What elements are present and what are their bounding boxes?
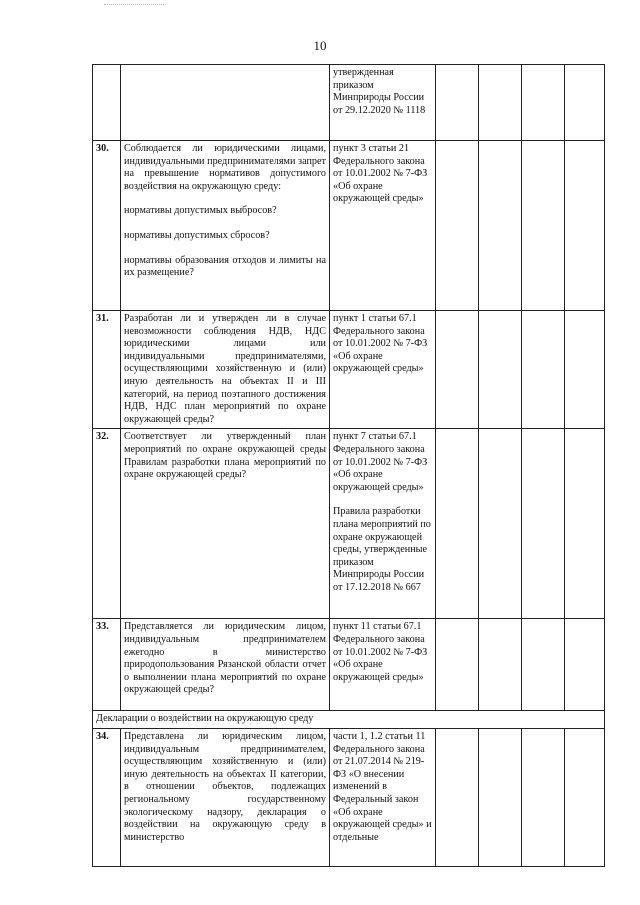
section-row bbox=[93, 711, 605, 729]
note-cell[interactable] bbox=[565, 429, 605, 619]
row-number: 30. bbox=[93, 141, 121, 311]
basis-text: части 1, 1.2 статьи 11 Федерального закона от 21.07.2014 № 219-ФЗ «О внесении изменений в Федеральный закон «Об охране окружающей среды» и отдельные bbox=[333, 730, 432, 843]
answer-na-cell[interactable] bbox=[522, 429, 565, 619]
basis-cell bbox=[330, 141, 436, 311]
answer-yes-cell[interactable] bbox=[436, 429, 479, 619]
number-cell bbox=[93, 65, 121, 141]
question-cell bbox=[121, 65, 330, 141]
question-cell bbox=[121, 429, 330, 619]
question-text: нормативы образования отходов и лимиты на их размещение? bbox=[124, 254, 326, 279]
basis-cell bbox=[330, 65, 436, 141]
table-row bbox=[93, 311, 605, 429]
question-text: Соблюдается ли юридическими лицами, индивидуальными предпринимателями запрет на превышение нормативов допустимого воздействия на окружающую среду: bbox=[124, 143, 326, 192]
answer-yes-cell[interactable] bbox=[436, 65, 479, 141]
checklist-table bbox=[92, 64, 605, 867]
question-text: Соответствует ли утвержденный план мероприятий по охране окружающей среды Правилам разработки плана мероприятий по охране окружающей среды? bbox=[124, 431, 326, 481]
answer-no-cell[interactable] bbox=[479, 65, 522, 141]
table-row bbox=[93, 619, 605, 711]
row-number: 33. bbox=[93, 619, 121, 711]
note-cell[interactable] bbox=[565, 65, 605, 141]
answer-na-cell[interactable] bbox=[522, 65, 565, 141]
basis-text: пункт 7 статьи 67.1 Федерального закона от 10.01.2002 № 7-ФЗ «Об охране окружающей среды» bbox=[333, 431, 428, 493]
note-cell[interactable] bbox=[565, 728, 605, 866]
page-number: 10 bbox=[313, 38, 327, 53]
question-text: нормативы допустимых сбросов? bbox=[124, 229, 270, 241]
question-cell bbox=[121, 728, 330, 866]
basis-text: пункт 3 статьи 21 Федерального закона от 10.01.2002 № 7-ФЗ «Об охране окружающей среды» bbox=[333, 143, 428, 205]
answer-yes-cell[interactable] bbox=[436, 311, 479, 429]
note-cell[interactable] bbox=[565, 311, 605, 429]
basis-text: от 29.12.2020 № 1118 bbox=[333, 104, 426, 116]
note-cell[interactable] bbox=[565, 141, 605, 311]
question-cell bbox=[121, 141, 330, 311]
table-row bbox=[93, 141, 605, 311]
table-row-continuation bbox=[93, 65, 605, 141]
basis-text: приказом bbox=[333, 79, 374, 91]
section-title: Декларации о воздействии на окружающую среду bbox=[93, 711, 605, 729]
basis-text: Правила разработки плана мероприятий по охране окружающей среды, утвержденные приказом Минприроды России от 17.12.2018 № 667 bbox=[333, 506, 431, 593]
answer-yes-cell[interactable] bbox=[436, 728, 479, 866]
row-number: 34. bbox=[93, 728, 121, 866]
answer-na-cell[interactable] bbox=[522, 728, 565, 866]
note-cell[interactable] bbox=[565, 619, 605, 711]
answer-no-cell[interactable] bbox=[479, 311, 522, 429]
basis-cell bbox=[330, 619, 436, 711]
basis-text: пункт 11 статьи 67.1 Федерального закона от 10.01.2002 № 7-ФЗ «Об охране окружающей среды» bbox=[333, 621, 428, 683]
basis-cell bbox=[330, 429, 436, 619]
basis-text: утвержденная bbox=[333, 67, 394, 78]
scan-artifact bbox=[104, 4, 164, 7]
question-text: Разработан ли и утвержден ли в случае невозможности соблюдения НДВ, НДС юридическими лицами или индивидуальными предпринимателями, осуществляющими хозяйственную и (или) иную деятельность на объектах II и III категорий, на период поэтапного достижения НДВ, НДС план мероприятий по охране окружающей среды? bbox=[124, 313, 326, 425]
row-number: 32. bbox=[93, 429, 121, 619]
question-cell bbox=[121, 619, 330, 711]
answer-no-cell[interactable] bbox=[479, 141, 522, 311]
question-text: нормативы допустимых выбросов? bbox=[124, 205, 277, 217]
answer-no-cell[interactable] bbox=[479, 619, 522, 711]
answer-no-cell[interactable] bbox=[479, 429, 522, 619]
question-cell bbox=[121, 311, 330, 429]
table-row bbox=[93, 429, 605, 619]
answer-yes-cell[interactable] bbox=[436, 141, 479, 311]
question-text: Представлена ли юридическим лицом, индивидуальным предпринимателем, осуществляющим хозяйственную и (или) иную деятельность на объектах II категории, в отношении объектов, подлежащих региональному государственному экологическому надзору, декларация о воздействии на окружающую среду в министерство bbox=[124, 730, 326, 843]
basis-text: пункт 1 статьи 67.1 Федерального закона от 10.01.2002 № 7-ФЗ «Об охране окружающей среды» bbox=[333, 313, 428, 375]
basis-spacer bbox=[333, 494, 432, 506]
answer-na-cell[interactable] bbox=[522, 141, 565, 311]
basis-cell bbox=[330, 728, 436, 866]
basis-cell bbox=[330, 311, 436, 429]
basis-text: Минприроды России bbox=[333, 92, 425, 104]
answer-na-cell[interactable] bbox=[522, 311, 565, 429]
answer-yes-cell[interactable] bbox=[436, 619, 479, 711]
question-text: Представляется ли юридическим лицом, индивидуальным предпринимателем ежегодно в министерство природопользования Рязанской области отчет о выполнении плана мероприятий по охране окружающей среды? bbox=[124, 621, 326, 696]
answer-na-cell[interactable] bbox=[522, 619, 565, 711]
table-row bbox=[93, 728, 605, 866]
row-number: 31. bbox=[93, 311, 121, 429]
answer-no-cell[interactable] bbox=[479, 728, 522, 866]
